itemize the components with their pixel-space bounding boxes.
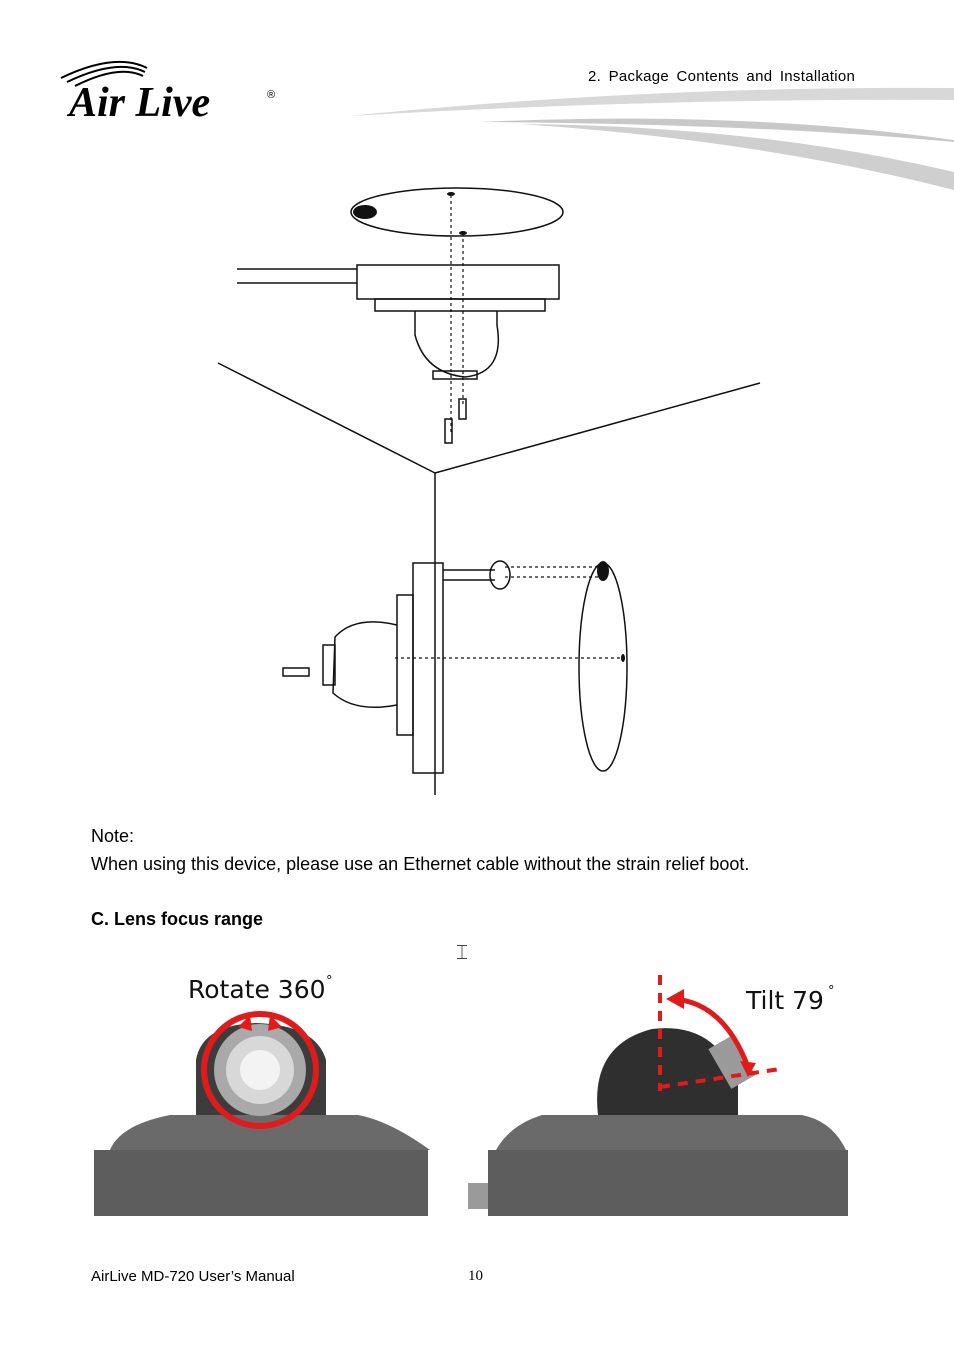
section-heading: C. Lens focus range bbox=[91, 909, 264, 929]
text-cursor-icon: ⌶ bbox=[456, 940, 468, 964]
logo-registered-mark: ® bbox=[267, 89, 276, 101]
note-text: When using this device, please use an Ethernet cable without the strain relief boot. bbox=[91, 854, 750, 874]
logo-wordmark: Air Live bbox=[69, 80, 211, 124]
airlive-logo bbox=[55, 58, 285, 124]
note-label: Note: bbox=[91, 826, 135, 846]
section-label: 2. Package Contents and Installation bbox=[588, 68, 856, 85]
rotate-label: Rotate 360 bbox=[188, 975, 326, 1004]
page-number: 10 bbox=[468, 1268, 483, 1284]
header-swoosh bbox=[340, 80, 954, 195]
tilt-label: Tilt 79 bbox=[746, 986, 824, 1015]
rotate-figure bbox=[90, 965, 435, 1220]
tilt-degree: ° bbox=[828, 984, 835, 999]
tilt-figure bbox=[462, 965, 854, 1220]
footer-manual-title: AirLive MD-720 User’s Manual bbox=[91, 1268, 295, 1285]
installation-diagram bbox=[215, 185, 763, 795]
rotate-degree: ° bbox=[326, 974, 333, 989]
